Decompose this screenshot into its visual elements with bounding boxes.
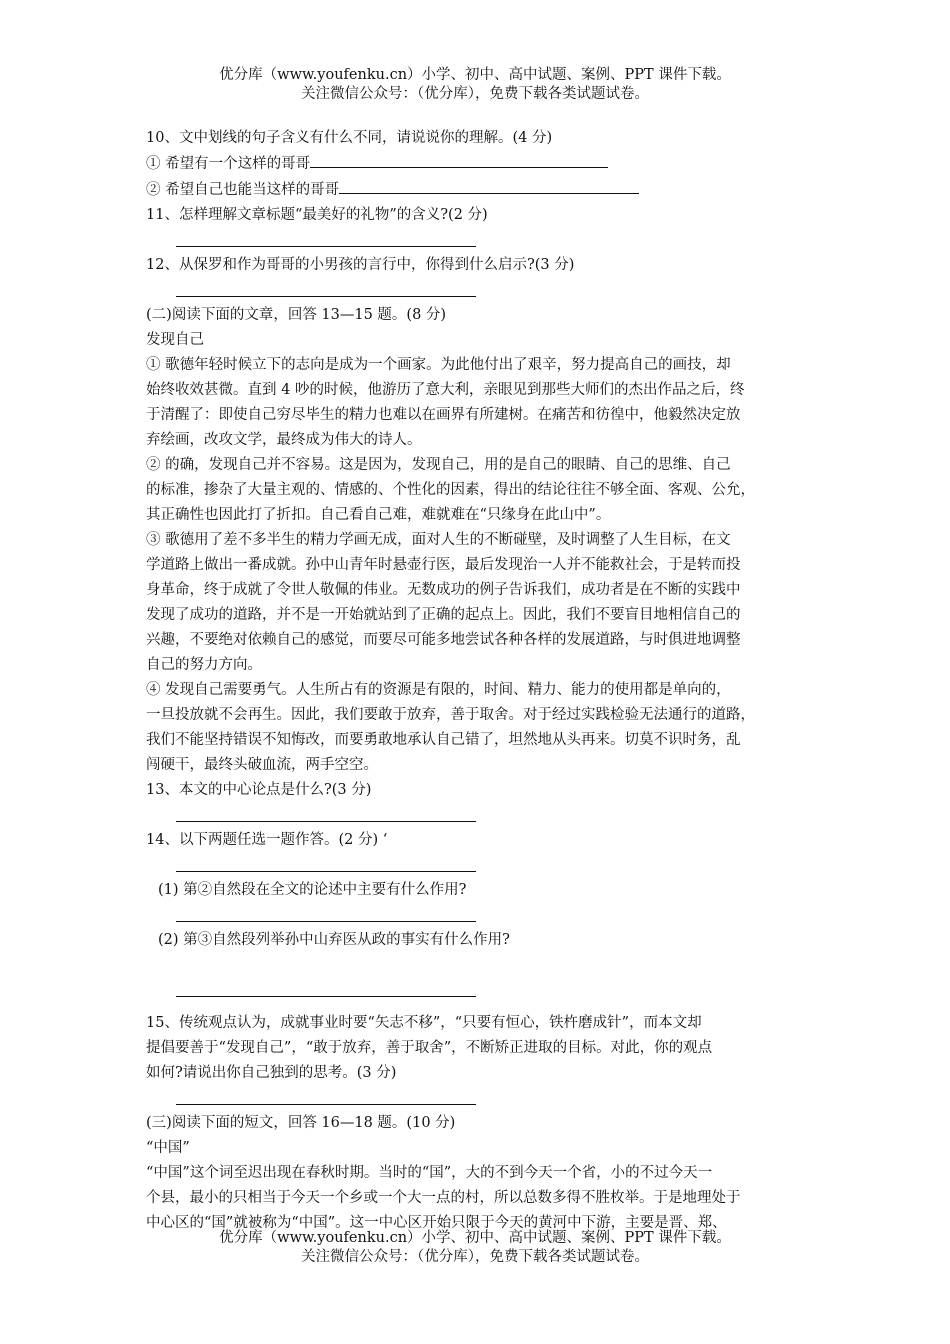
- q15-line: 如何?请说出你自己独到的思考。(3 分): [146, 1065, 397, 1081]
- paragraph-line: 发现了成功的道路，并不是一开始就站到了正确的起点上。因此，我们不要盲目地相信自己的: [146, 607, 741, 623]
- q14-stem: 14、以下两题任选一题作答。(2 分) ‘: [146, 832, 388, 848]
- paragraph-line: 始终收效甚微。直到 4 吵的时候，他游历了意大利，亲眼见到那些大师们的杰出作品之后，终: [146, 382, 745, 398]
- paragraph-line: 的标准，掺杂了大量主观的、情感的、个性化的因素，得出的结论往往不够全面、客观、公允，: [146, 482, 755, 498]
- q10-answer-line-1[interactable]: [310, 151, 608, 168]
- q13-answer-line[interactable]: [146, 803, 812, 828]
- paragraph-line: ③ 歌德用了差不多半生的精力学画无成，面对人生的不断碰壁，及时调整了人生目标，在文: [146, 532, 731, 548]
- q14-option-1: (1) 第②自然段在全文的论述中主要有什么作用?: [158, 882, 467, 898]
- paragraph-line: ② 的确，发现自己并不容易。这是因为，发现自己，用的是自己的眼睛、自己的思维、自己: [146, 457, 731, 473]
- section3-line: “中国”这个词至迟出现在春秋时期。当时的“国”，大的不到今天一个省，小的不过今天一: [146, 1165, 713, 1181]
- section2-paragraph-3: [146, 528, 812, 678]
- q12-stem: 12、从保罗和作为哥哥的小男孩的言行中，你得到什么启示?(3 分): [146, 257, 575, 273]
- section2-paragraph-2: [146, 453, 812, 528]
- paragraph-line: 自己的努力方向。: [146, 657, 262, 673]
- q14-answer-line-3[interactable]: [146, 978, 812, 1003]
- q14-answer-line-1[interactable]: [146, 853, 812, 878]
- q11-answer-line[interactable]: [146, 228, 812, 253]
- paragraph-line: 弃绘画，改攻文学，最终成为伟大的诗人。: [146, 432, 422, 448]
- paragraph-line: ④ 发现自己需要勇气。人生所占有的资源是有限的，时间、精力、能力的使用都是单向的，: [146, 682, 731, 698]
- q10-answer-line-2[interactable]: [339, 177, 639, 194]
- q10-option-1-text: ① 希望有一个这样的哥哥: [146, 156, 311, 172]
- section3-title: “中国”: [146, 1140, 190, 1156]
- q11-stem: 11、怎样理解文章标题“最美好的礼物”的含义?(2 分): [146, 207, 488, 223]
- paragraph-line: 身革命，终于成就了令世人敬佩的伟业。无数成功的例子告诉我们，成功者是在不断的实践中: [146, 582, 741, 598]
- section2-title: 发现自己: [146, 332, 204, 348]
- q14-answer-line-2[interactable]: [146, 903, 812, 928]
- q10-option-1: [146, 151, 812, 177]
- section2-paragraph-1: [146, 353, 812, 453]
- paragraph-line: 闯硬干，最终头破血流，两手空空。: [146, 757, 378, 773]
- paragraph-line: 其正确性也因此打了折扣。自己看自己难，难就难在“只缘身在此山中”。: [146, 507, 611, 523]
- page-footer: [0, 1229, 950, 1267]
- header-line-1: 优分库（www.youfenku.cn）小学、初中、高中试题、案例、PPT 课件下载。: [219, 67, 731, 83]
- q13-stem: 13、本文的中心论点是什么?(3 分): [146, 782, 372, 798]
- paragraph-line: 学道路上做出一番成就。孙中山青年时悬壶行医，最后发现治一人并不能救社会，于是转而投: [146, 557, 741, 573]
- header-line-2: 关注微信公众号：（优分库），免费下载各类试题试卷。: [301, 86, 649, 102]
- section2-paragraph-4: [146, 678, 812, 778]
- q14-option-2: (2) 第③自然段列举孙中山弃医从政的事实有什么作用?: [158, 932, 510, 948]
- section3-line: 中心区的“国”就被称为“中国”。这一中心区开始只限于今天的黄河中下游，主要是晋、郑、: [146, 1215, 727, 1231]
- footer-line-1: 优分库（www.youfenku.cn）小学、初中、高中试题、案例、PPT 课件下载。: [219, 1230, 731, 1246]
- q15-answer-line[interactable]: [146, 1086, 812, 1111]
- q10-stem: 10、文中划线的句子含义有什么不同，请说说你的理解。(4 分): [146, 130, 553, 146]
- section3-intro: (三)阅读下面的短文，回答 16—18 题。(10 分): [146, 1115, 456, 1131]
- q10-option-2: [146, 177, 812, 203]
- footer-line-2: 关注微信公众号：（优分库），免费下载各类试题试卷。: [301, 1249, 649, 1265]
- paragraph-line: 我们不能坚持错误不知悔改，而要勇敢地承认自己错了，坦然地从头再来。切莫不识时务，乱: [146, 732, 741, 748]
- q15-line: 提倡要善于“发现自己”，“敢于放弃，善于取舍”，不断矫正进取的目标。对此，你的观点: [146, 1040, 713, 1056]
- section3-line: 个县，最小的只相当于今天一个乡或一个大一点的村，所以总数多得不胜枚举。于是地理处于: [146, 1190, 741, 1206]
- q15-line: 15、传统观点认为，成就事业时要“矢志不移”，“只要有恒心，铁杵磨成针”，而本文却: [146, 1015, 702, 1031]
- section2-intro: (二)阅读下面的文章，回答 13—15 题。(8 分): [146, 307, 447, 323]
- q12-answer-line[interactable]: [146, 278, 812, 303]
- paragraph-line: 兴趣，不要绝对依赖自己的感觉，而要尽可能多地尝试各种各样的发展道路，与时俱进地调整: [146, 632, 741, 648]
- paragraph-line: 于清醒了：即使自己穷尽毕生的精力也难以在画界有所建树。在痛苦和彷徨中，他毅然决定放: [146, 407, 741, 423]
- paragraph-line: 一旦投放就不会再生。因此，我们要敢于放弃，善于取舍。对于经过实践检验无法通行的道路，: [146, 707, 755, 723]
- paragraph-line: ① 歌德年轻时候立下的志向是成为一个画家。为此他付出了艰辛，努力提高自己的画技，却: [146, 357, 731, 373]
- q10-option-2-text: ② 希望自己也能当这样的哥哥: [146, 182, 340, 198]
- document-body: [146, 126, 812, 1236]
- page-header: [0, 66, 950, 104]
